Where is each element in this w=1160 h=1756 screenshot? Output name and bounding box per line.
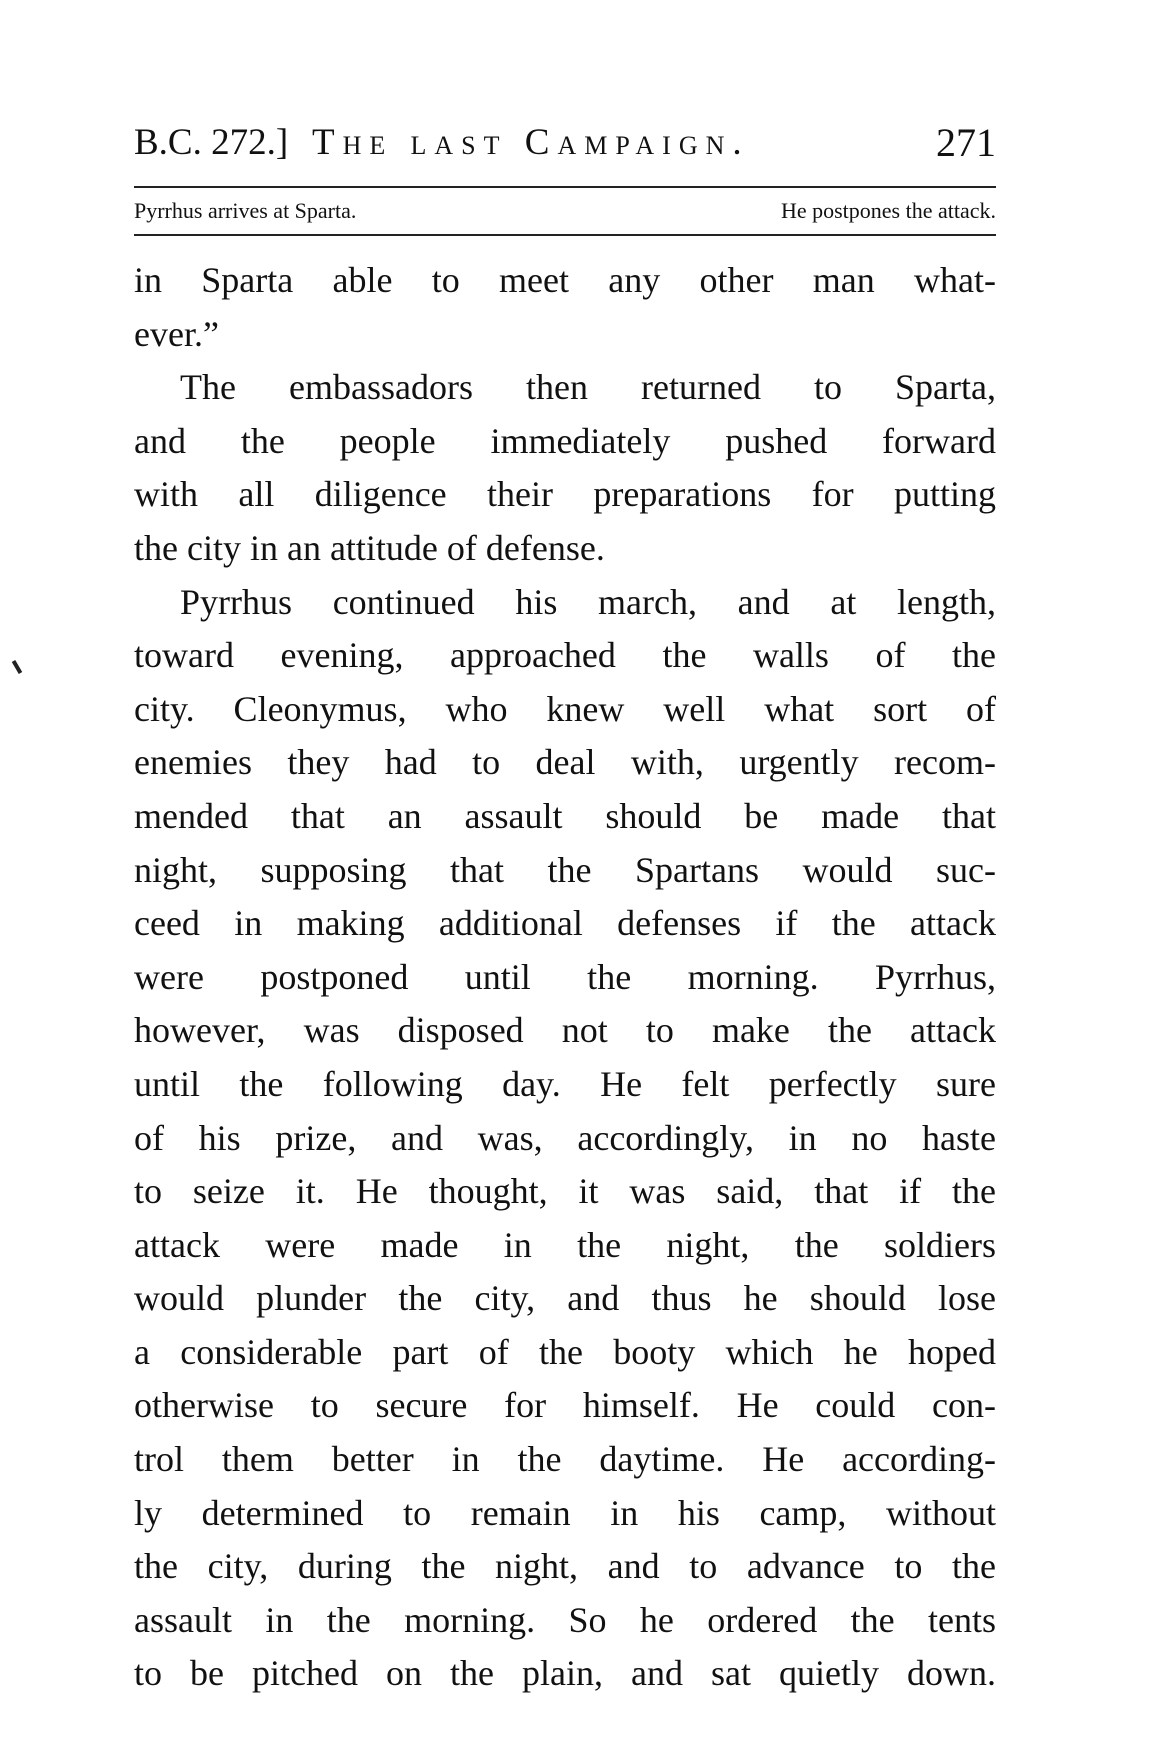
text-line: otherwise to secure for himself. He could con- <box>134 1385 996 1426</box>
text-line: the city in an attitude of defense. <box>134 527 605 568</box>
text-line: and the people immediately pushed forward <box>134 420 996 461</box>
text-line: with all diligence their preparations for putting <box>134 474 996 515</box>
text-line: The embassadors then returned to Sparta, <box>180 367 996 408</box>
text-line: night, supposing that the Spartans would suc- <box>134 849 996 890</box>
text-line: enemies they had to deal with, urgently recom- <box>134 742 996 783</box>
text-line: of his prize, and was, accordingly, in no haste <box>134 1117 996 1158</box>
text-line: would plunder the city, and thus he should lose <box>134 1278 996 1319</box>
header-rule-top <box>134 186 996 188</box>
running-head <box>134 118 996 168</box>
header-rule-bottom <box>134 234 996 236</box>
text-line: however, was disposed not to make the attack <box>134 1010 996 1051</box>
text-line: ceed in making additional defenses if the attack <box>134 903 996 944</box>
body-text <box>134 254 996 1701</box>
running-head-date: B.C. 272.] <box>134 122 289 163</box>
running-head-title: The last Campaign. <box>312 122 750 163</box>
text-line: until the following day. He felt perfectly sure <box>134 1063 996 1104</box>
text-line: the city, during the night, and to advance to the <box>134 1546 996 1587</box>
text-line: were postponed until the morning. Pyrrhus, <box>134 956 996 997</box>
text-line: toward evening, approached the walls of the <box>134 635 996 676</box>
text-line: ever.” <box>134 313 219 354</box>
side-headings <box>134 193 996 229</box>
side-heading-right: He postpones the attack. <box>780 198 996 223</box>
margin-mark <box>12 660 22 674</box>
text-line: mended that an assault should be made that <box>134 795 996 836</box>
text-line: a considerable part of the booty which he hoped <box>134 1331 996 1372</box>
text-line: to seize it. He thought, it was said, that if the <box>134 1171 996 1212</box>
text-line: city. Cleonymus, who knew well what sort of <box>134 688 996 729</box>
text-line: to be pitched on the plain, and sat quietly down. <box>134 1653 996 1694</box>
page-number: 271 <box>936 120 996 165</box>
text-line: ly determined to remain in his camp, without <box>134 1492 996 1533</box>
text-line: Pyrrhus continued his march, and at length, <box>180 581 996 622</box>
book-page <box>134 0 996 1756</box>
text-line: in Sparta able to meet any other man what- <box>134 260 996 300</box>
side-heading-left: Pyrrhus arrives at Sparta. <box>134 198 357 223</box>
text-line: attack were made in the night, the soldiers <box>134 1224 996 1265</box>
text-line: assault in the morning. So he ordered the tents <box>134 1599 996 1640</box>
text-line: trol them better in the daytime. He according- <box>134 1439 996 1480</box>
